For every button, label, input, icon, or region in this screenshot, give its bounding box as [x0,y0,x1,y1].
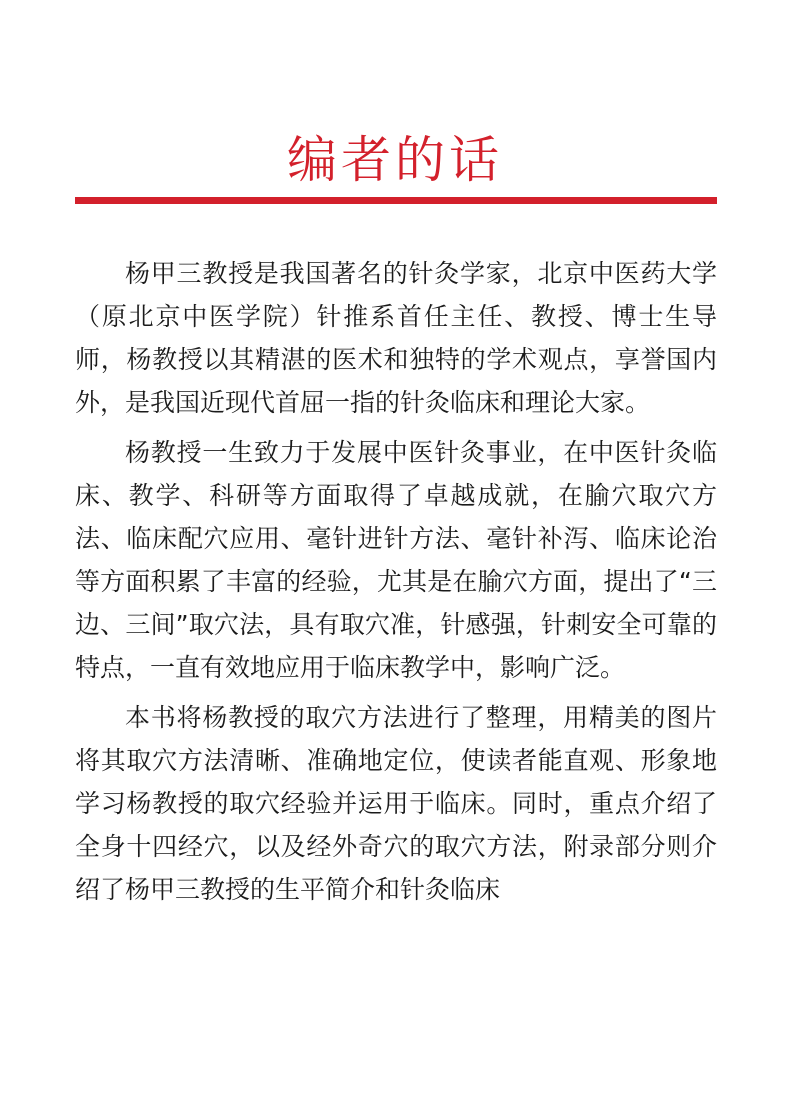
paragraph: 本书将杨教授的取穴方法进行了整理，用精美的图片将其取穴方法清晰、准确地定位，使读者能直观、形象地学习杨教授的取穴经验并运用于临床。同时，重点介绍了全身十四经穴，以及经外奇穴的取穴方法，附录部分则介绍了杨甲三教授的生平简介和针灸临床 [75,703,717,904]
paragraph: 杨教授一生致力于发展中医针灸事业，在中医针灸临床、教学、科研等方面取得了卓越成就，在腧穴取穴方法、临床配穴应用、毫针进针方法、毫针补泻、临床论治等方面积累了丰富的经验，尤其是在腧穴方面，提出了“三边、三间”取穴法，具有取穴准，针感强，针刺安全可靠的特点，一直有效地应用于临床教学中，影响广泛。 [75,438,717,682]
page-title: 编者的话 [287,131,503,189]
body-text [75,252,717,918]
paragraph: 杨甲三教授是我国著名的针灸学家，北京中医药大学（原北京中医学院）针推系首任主任、教授、博士生导师，杨教授以其精湛的医术和独特的学术观点，享誉国内外，是我国近现代首屈一指的针灸临床和理论大家。 [75,259,717,417]
title-divider [75,197,717,204]
